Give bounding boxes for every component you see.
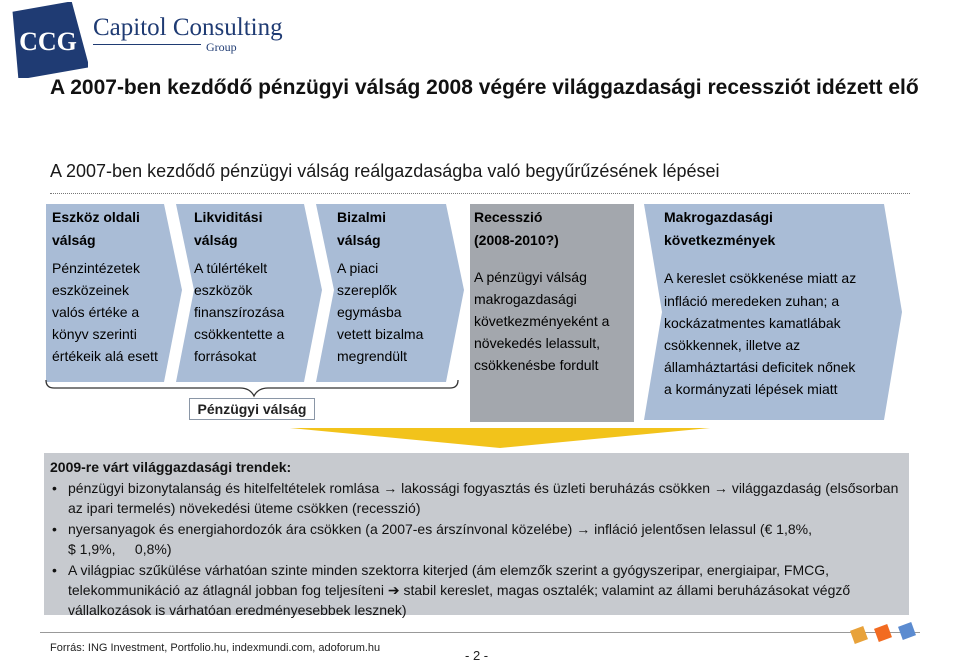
stage-4-title-line-1: Recesszió bbox=[474, 209, 543, 225]
trends-list bbox=[50, 478, 905, 620]
stage-5-title-line-2: következmények bbox=[664, 232, 776, 248]
financial-crisis-brace bbox=[46, 380, 458, 396]
down-arrow-shape bbox=[290, 428, 710, 448]
trend-item-1 bbox=[50, 478, 905, 518]
logo-group-name: Group bbox=[206, 40, 237, 54]
stage-5-text-line-5: államháztartási deficitek nőnek bbox=[664, 359, 856, 375]
stage-5-text-line-2: infláció meredeken zuhan; a bbox=[664, 293, 840, 309]
stage-5-text-line-4: csökkennek, illetve az bbox=[664, 337, 801, 353]
arrow-right-icon: ➔ bbox=[387, 582, 400, 598]
trend-2-part-a: nyersanyagok és energiahordozók ára csökken (a 2007-es árszínvonal közelébe) bbox=[68, 521, 573, 537]
stage-2-text-line-2: eszközök bbox=[194, 282, 253, 298]
trend-1-part-b: lakossági fogyasztás és üzleti beruházás csökken bbox=[401, 480, 711, 496]
footer-rule bbox=[40, 632, 920, 633]
trend-1-part-a: pénzügyi bizonytalanság és hitelfeltételek romlása bbox=[68, 480, 380, 496]
trend-item-3 bbox=[50, 560, 905, 620]
arrow-right-icon: → bbox=[383, 480, 398, 496]
stage-3-title-line-1: Bizalmi bbox=[337, 209, 387, 225]
trend-item-2 bbox=[50, 519, 905, 559]
trend-3-part-b: stabil kereslet, magas osztalék; valamint az állami beruházásokat végző vállalkozások is várhatóan eredményesebbek lesznek) bbox=[68, 582, 851, 618]
stage-2-text-line-1: A túlértékelt bbox=[194, 260, 268, 276]
stage-5-text-line-1: A kereslet csökkenése miatt az bbox=[664, 270, 857, 286]
logo-company-name: Capitol Consulting bbox=[93, 14, 283, 41]
decorative-diamonds-icon bbox=[846, 620, 926, 650]
stage-1-text-line-3: valós értéke a bbox=[52, 304, 140, 320]
subtitle-rule bbox=[50, 193, 910, 194]
stage-3-text-line-2: szereplők bbox=[337, 282, 397, 298]
page-number: - 2 - bbox=[465, 648, 489, 663]
stage-1-text-line-2: eszközeinek bbox=[52, 282, 130, 298]
stage-4-title-line-2: (2008-2010?) bbox=[474, 232, 559, 248]
trends-content bbox=[50, 457, 905, 620]
stage-3-text-line-1: A piaci bbox=[337, 260, 379, 276]
stage-4-text-line-3: következményeként a bbox=[474, 313, 610, 329]
logo-underline bbox=[93, 44, 201, 45]
stage-4-text-line-5: csökkenésbe fordult bbox=[474, 357, 599, 373]
stage-3-text-line-3: egymásba bbox=[337, 304, 402, 320]
stage-4-text-line-4: növekedés lelassult, bbox=[474, 335, 601, 351]
page-subtitle: A 2007-ben kezdődő pénzügyi válság reálgazdaságba való begyűrűzésének lépései bbox=[50, 161, 720, 181]
trend-2-part-b: infláció jelentősen lelassul (€ 1,8%, bbox=[594, 521, 812, 537]
stage-2-text-line-4: csökkentette a bbox=[194, 326, 285, 342]
stage-1-title-line-2: válság bbox=[52, 232, 96, 248]
crisis-stages-diagram bbox=[40, 202, 910, 452]
stage-1-text-line-4: könyv szerinti bbox=[52, 326, 137, 342]
page-title: A 2007-ben kezdődő pénzügyi válság 2008 végére világgazdasági recessziót idézett elő bbox=[50, 76, 919, 99]
stage-1-title-line-1: Eszköz oldali bbox=[52, 209, 140, 225]
stage-3-text-line-4: vetett bizalma bbox=[337, 326, 424, 342]
arrow-right-icon: → bbox=[576, 521, 591, 537]
stage-4-text-line-1: A pénzügyi válság bbox=[474, 269, 587, 285]
bullet-icon: • bbox=[52, 480, 57, 496]
trends-heading: 2009-re várt világgazdasági trendek: bbox=[50, 459, 292, 475]
stage-1-text-line-5: értékeik alá esett bbox=[52, 348, 158, 364]
stage-2-title-line-2: válság bbox=[194, 232, 238, 248]
arrow-right-icon: → bbox=[713, 480, 728, 496]
stage-5-text-line-3: kockázatmentes kamatlábak bbox=[664, 315, 841, 331]
stage-4-text-line-2: makrogazdasági bbox=[474, 291, 577, 307]
stage-1-text-line-1: Pénzintézetek bbox=[52, 260, 140, 276]
logo-mark-text: CCG bbox=[19, 27, 77, 56]
stage-3-text-line-5: megrendült bbox=[337, 348, 408, 364]
stage-2-title-line-1: Likviditási bbox=[194, 209, 263, 225]
ccg-logo-mark bbox=[8, 2, 88, 78]
stage-2-text-line-3: finanszírozása bbox=[194, 304, 285, 320]
trend-3-part-a: A világpiac szűkülése várhatóan szinte minden szektorra kiterjed (ám elemzők szerint a gyógyszeripar, energiaipar, FMCG, telekommunikáció az átlagnál jobban fog teljesíteni bbox=[68, 562, 830, 598]
bullet-icon: • bbox=[52, 521, 57, 537]
financial-crisis-label: Pénzügyi válság bbox=[189, 398, 315, 420]
stage-3-title-line-2: válság bbox=[337, 232, 381, 248]
stage-5-text-line-6: a kormányzati lépések miatt bbox=[664, 381, 838, 397]
trend-2-part-c: $ 1,9%, 0,8%) bbox=[68, 541, 172, 557]
stage-5-title-line-1: Makrogazdasági bbox=[664, 209, 773, 225]
bullet-icon: • bbox=[52, 562, 57, 578]
stage-2-text-line-5: forrásokat bbox=[194, 348, 257, 364]
source-footnote: Forrás: ING Investment, Portfolio.hu, indexmundi.com, adoforum.hu bbox=[50, 642, 381, 654]
trend-1-part-c: világgazdaság (elsősorban az ipari termelés) növekedési üteme csökken (recesszió) bbox=[68, 480, 899, 516]
